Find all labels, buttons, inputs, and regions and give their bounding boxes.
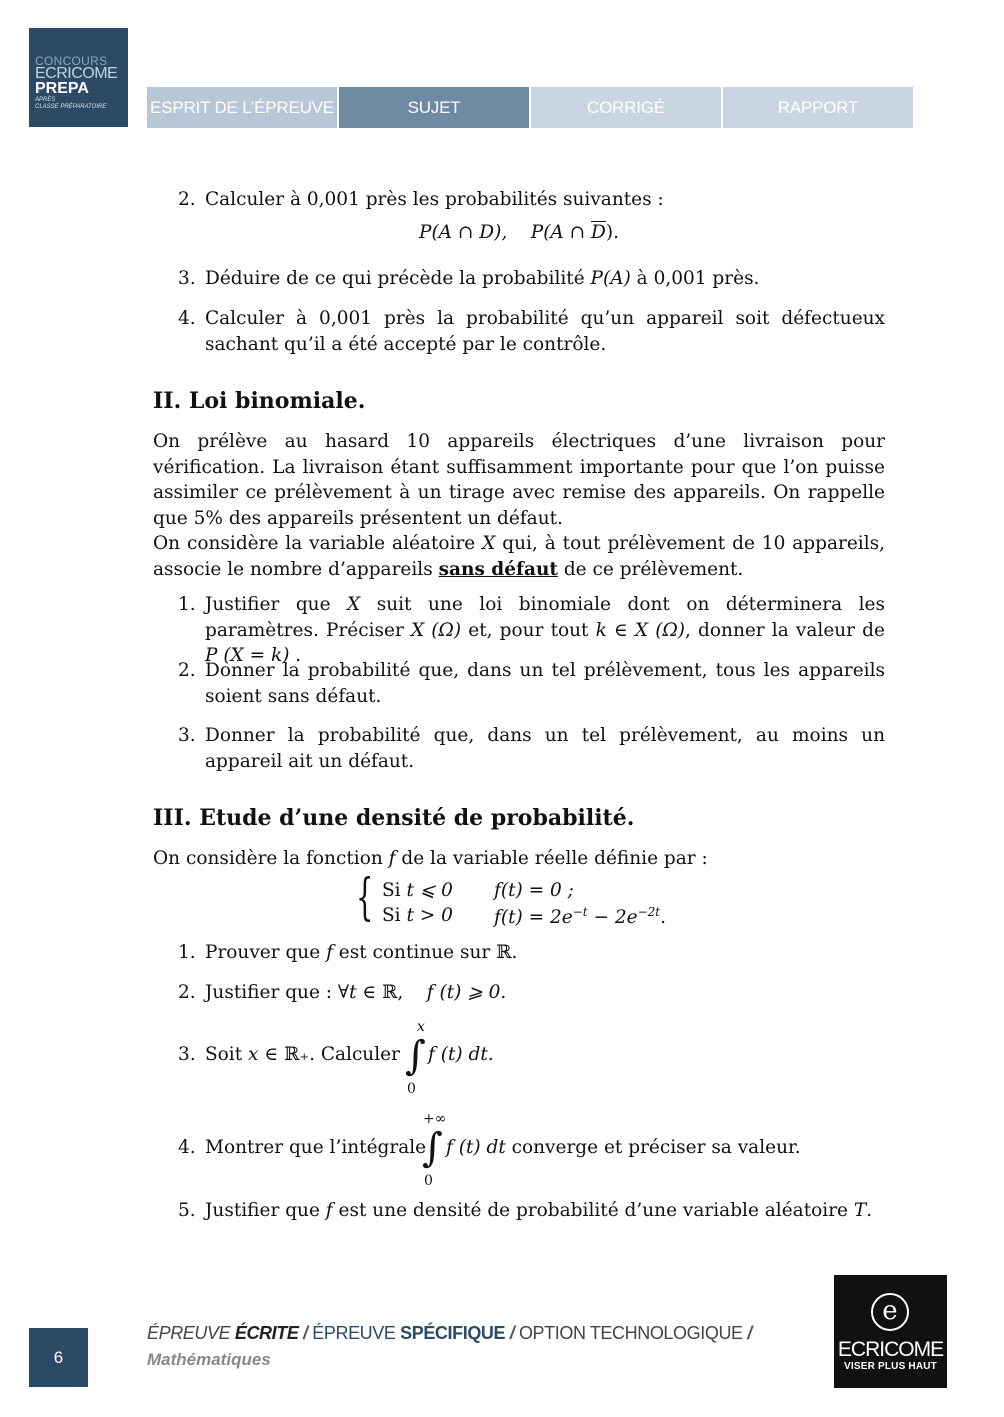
footer-subject: Mathématiques [147,1350,271,1369]
section-title-loi-binomiale: II. Loi binomiale. [153,388,366,414]
piecewise-definition [356,868,686,930]
tab-sujet[interactable]: SUJET [339,87,529,128]
piecewise-row: Si t ⩽ 0 f(t) = 0 ; [382,880,574,901]
section-tabs [147,87,913,128]
integral-sign: ∫ [422,1125,443,1171]
tab-rapport[interactable]: RAPPORT [723,87,913,128]
section3-intro: On considère la fonction f de la variable réelle définie par : [153,848,708,869]
integral-lower-bound: 0 [407,1081,416,1097]
brand-name: ECRICOME [837,1338,944,1361]
ecricome-brand-logo [834,1275,947,1388]
brace-symbol: { [356,868,374,926]
brand-tagline: VISER PLUS HAUT [843,1361,937,1372]
formula-intersections: P(A ∩ D), P(A ∩ $\overline{D}$). [419,222,619,243]
integrand-and-text: f (t) dt converge et préciser sa valeur. [446,1137,801,1158]
concours-logo [29,28,128,127]
footer-exam-line: ÉPREUVE ÉCRITE / ÉPREUVE SPÉCIFIQUE / OPTION TECHNOLOGIQUE / [147,1323,752,1343]
integral-sign: ∫ [405,1033,426,1079]
logo-line-concours: CONCOURS [35,54,108,68]
ecricome-e-icon: e [871,1293,909,1331]
integral-upper-bound: +∞ [423,1111,447,1127]
integral-lower-bound: 0 [424,1173,433,1189]
section2-paragraph: On prélève au hasard 10 appareils électriques d’une livraison pour vérification. La livraison étant suffisamment importante pour que l’on puisse assimiler ce prélèvement à un tirage avec remise des appareils. On rappelle que 5% des appareils présentent un défaut. On considère la variable aléatoire X qui, à tout prélèvement de 10 appareils, associe le nombre d’appareils sans défaut de ce prélèvement. [153,431,885,580]
integral-upper-bound: x [417,1019,425,1035]
tab-corrige[interactable]: CORRIGÉ [531,87,721,128]
piecewise-row: Si t > 0 $f(t) = 2e^{-t} - 2e^{-2t}$. [382,905,666,929]
section-title-densite: III. Etude d’une densité de probabilité. [153,805,635,831]
integrand: f (t) dt. [428,1044,494,1065]
tab-esprit-epreuve[interactable]: ESPRIT DE L’ÉPREUVE [147,87,337,128]
logo-line-classe: CLASSE PRÉPARATOIRE [35,104,107,110]
page-number: 6 [29,1328,88,1387]
logo-line-prepa: PREPA [35,80,89,97]
logo-line-apres: APRÈS [35,97,56,103]
logo-line-ecricome: ECRICOME [35,65,118,82]
